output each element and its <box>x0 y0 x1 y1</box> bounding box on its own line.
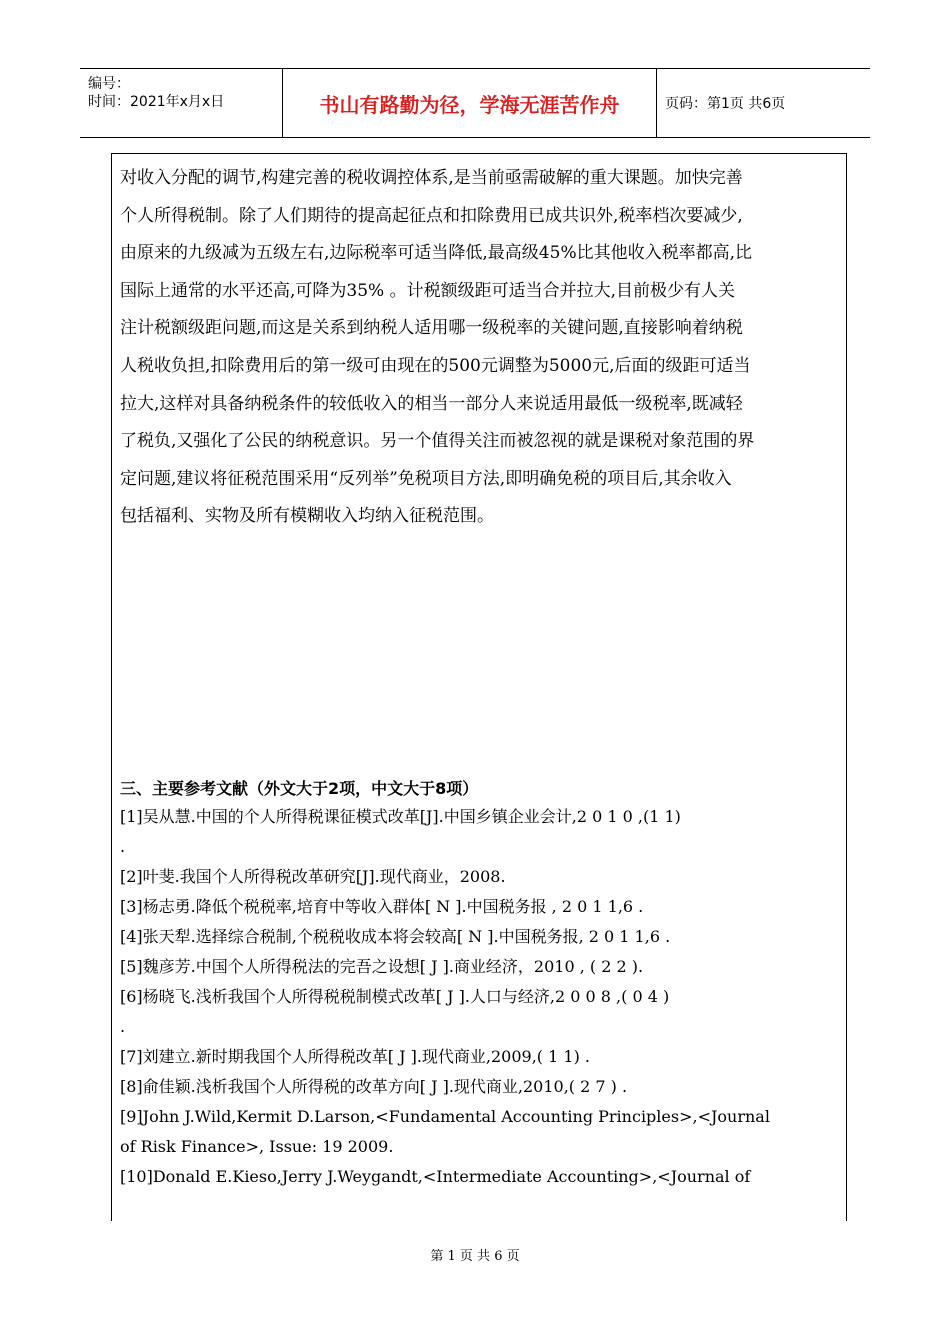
reference-item: [4]张天犁.选择综合税制,个税税收成本将会较高[ N ].中国税务报, 2 0 1 1,6 . <box>120 927 671 946</box>
body-paragraph <box>120 160 840 536</box>
body-line: 包括福利、实物及所有模糊收入均纳入征税范围。 <box>120 506 494 527</box>
body-line: 个人所得税制。除了人们期待的提高起征点和扣除费用已成共识外,税率档次要减少, <box>120 205 743 226</box>
page-header <box>80 68 870 138</box>
reference-item: [10]Donald E.Kieso,Jerry J.Weygandt,<Intermediate Accounting>,<Journal of <box>120 1167 751 1186</box>
reference-item: [1]吴从慧.中国的个人所得税课征模式改革[J].中国乡镇企业会计,2 0 1 0 ,(1 1) <box>120 807 681 826</box>
content-box <box>111 153 847 1221</box>
reference-item: [8]俞佳颖.浅析我国个人所得税的改革方向[ J ].现代商业,2010,( 2 7 ) . <box>120 1077 628 1096</box>
references-list <box>120 802 842 1192</box>
header-page-info: 页码：第1页 共6页 <box>665 96 786 112</box>
document-date-label: 时间：2021年x月x日 <box>88 94 225 110</box>
reference-item: [5]魏彦芳.中国个人所得税法的完吾之设想[ J ].商业经济，2010 , ( 2 2 ). <box>120 957 644 976</box>
body-line: 国际上通常的水平还高,可降为35% 。计税额级距可适当合并拉大,目前极少有人关 <box>120 280 735 301</box>
reference-item: [3]杨志勇.降低个税税率,培育中等收入群体[ N ].中国税务报 , 2 0 1 1,6 . <box>120 897 644 916</box>
reference-item: of Risk Finance>, Issue: 19 2009. <box>120 1137 394 1156</box>
body-line: 注计税额级距问题,而这是关系到纳税人适用哪一级税率的关键问题,直接影响着纳税 <box>120 318 743 339</box>
body-line: 定问题,建议将征税范围采用“反列举”免税项目方法,即明确免税的项目后,其余收入 <box>120 468 732 489</box>
body-line: 人税收负担,扣除费用后的第一级可由现在的500元调整为5000元,后面的级距可适当 <box>120 355 751 376</box>
reference-item: . <box>120 1017 126 1036</box>
page-footer: 第 1 页 共 6 页 <box>430 1249 520 1264</box>
reference-item: [6]杨晓飞.浅析我国个人所得税税制模式改革[ J ].人口与经济,2 0 0 8 ,( 0 4 ) <box>120 987 670 1006</box>
reference-item: [9]John J.Wild,Kermit D.Larson,<Fundamental Accounting Principles>,<Journal <box>120 1107 770 1126</box>
header-motto: 书山有路勤为径，学海无涯苦作舟 <box>283 69 657 137</box>
body-line: 了税负,又强化了公民的纳税意识。另一个值得关注而被忽视的就是课税对象范围的界 <box>120 431 755 452</box>
reference-item: [2]叶斐.我国个人所得税改革研究[J].现代商业，2008. <box>120 867 506 886</box>
reference-item: [7]刘建立.新时期我国个人所得税改革[ J ].现代商业,2009,( 1 1) . <box>120 1047 590 1066</box>
body-line: 拉大,这样对具备纳税条件的较低收入的相当一部分人来说适用最低一级税率,既减轻 <box>120 393 743 414</box>
reference-item: . <box>120 837 126 856</box>
header-meta <box>80 69 283 137</box>
references-heading: 三、主要参考文献（外文大于2项，中文大于8项） <box>120 779 479 798</box>
document-number-label: 编号： <box>88 76 130 92</box>
body-line: 对收入分配的调节,构建完善的税收调控体系,是当前亟需破解的重大课题。加快完善 <box>120 168 743 188</box>
body-line: 由原来的九级减为五级左右,边际税率可适当降低,最高级45%比其他收入税率都高,比 <box>120 243 752 264</box>
